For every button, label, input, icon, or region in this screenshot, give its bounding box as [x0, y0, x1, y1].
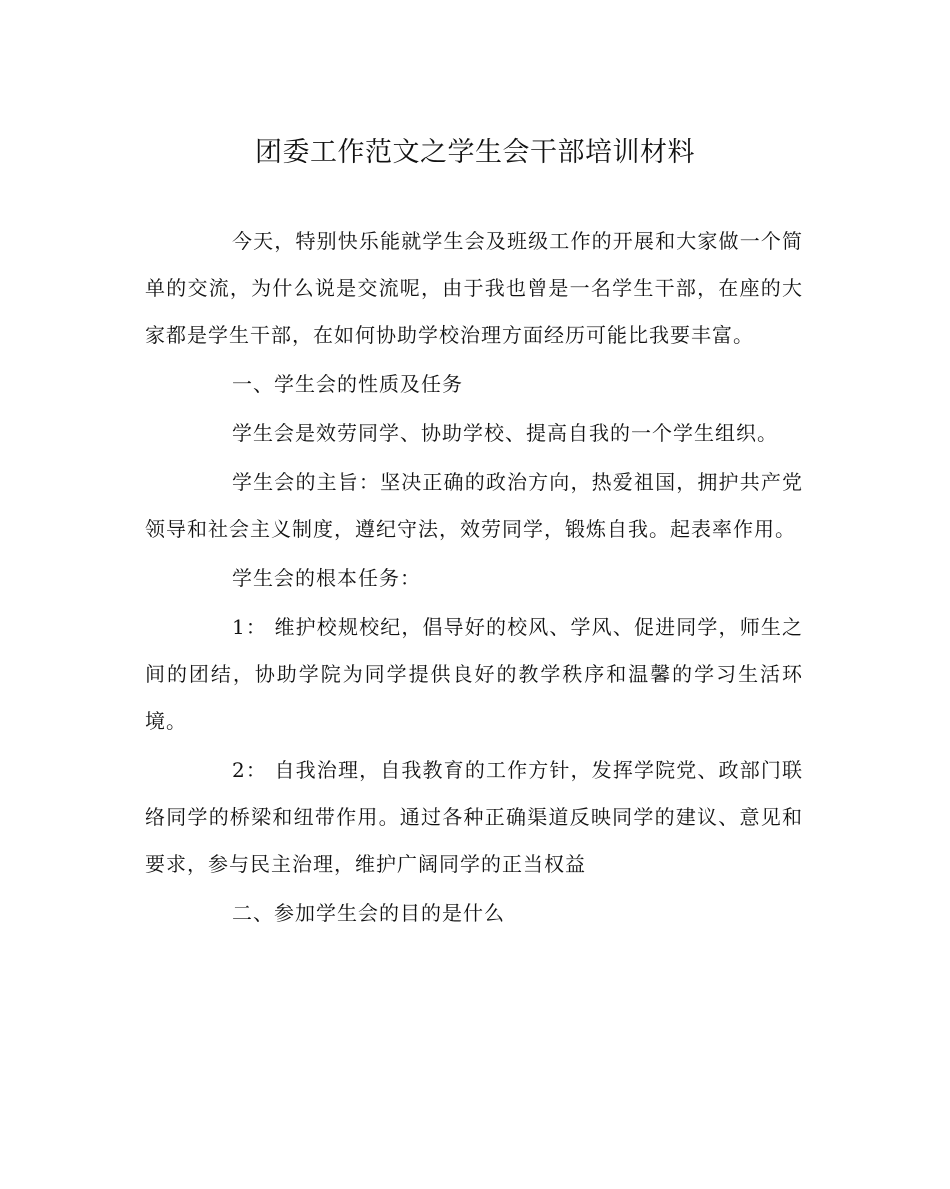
paragraph-task-2: 2： 自我治理，自我教育的工作方针，发挥学院党、政部门联络同学的桥梁和纽带作用。通过各种正确渠道反映同学的建议、意见和要求，参与民主治理，维护广阔同学的正当权益 — [145, 758, 803, 876]
document-body — [145, 218, 803, 939]
document-title: 团委工作范文之学生会干部培训材料 — [255, 137, 695, 168]
paragraph-basic-tasks-label: 学生会的根本任务： — [232, 566, 421, 590]
paragraph-definition: 学生会是效劳同学、协助学校、提高自我的一个学生组织。 — [232, 421, 778, 445]
section-heading-why-join: 二、参加学生会的目的是什么 — [232, 901, 505, 925]
paragraph-intro: 今天，特别快乐能就学生会及班级工作的开展和大家做一个简单的交流，为什么说是交流呢，由于我也曾是一名学生干部，在座的大家都是学生干部，在如何协助学校治理方面经历可能比我要丰富。 — [145, 229, 803, 347]
section-heading-nature-and-tasks: 一、学生会的性质及任务 — [232, 372, 463, 396]
paragraph-task-1: 1： 维护校规校纪，倡导好的校风、学风、促进同学，师生之间的团结，协助学院为同学提供良好的教学秩序和温馨的学习生活环境。 — [145, 615, 803, 733]
paragraph-purpose: 学生会的主旨：坚决正确的政治方向，热爱祖国，拥护共产党领导和社会主义制度，遵纪守法，效劳同学，锻炼自我。起表率作用。 — [145, 470, 803, 541]
